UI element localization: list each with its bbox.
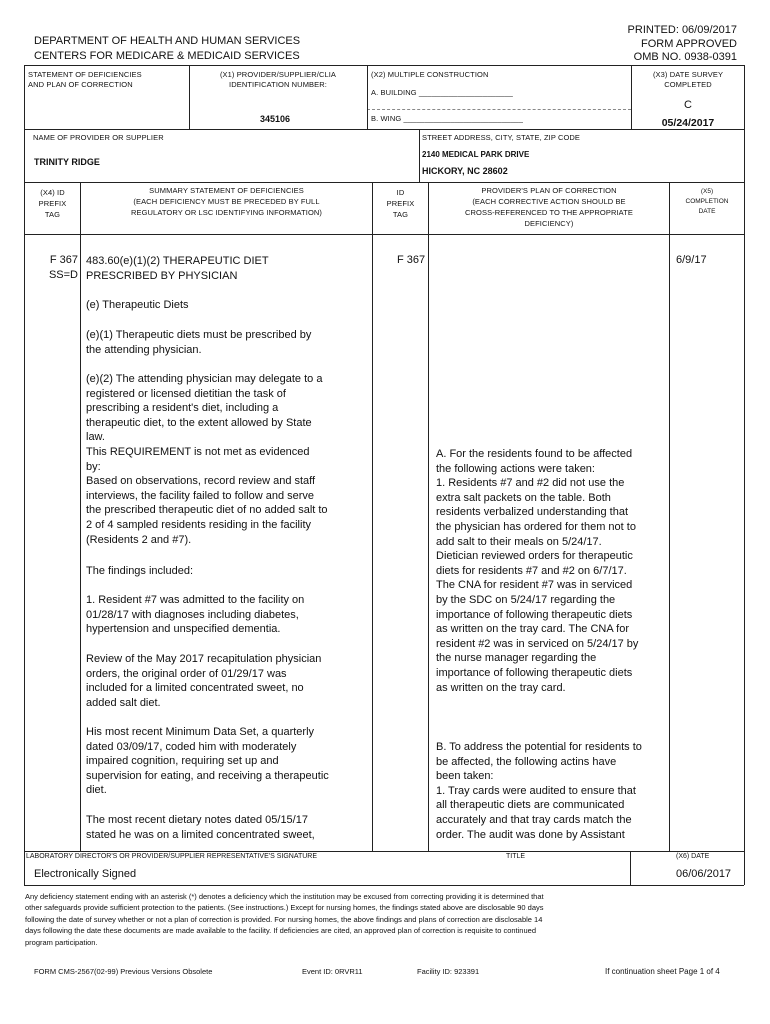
provider-name: TRINITY RIDGE [34, 157, 100, 167]
event-id: Event ID: 0RVR11 [302, 967, 363, 976]
plan-id-tag: F 367 [397, 254, 426, 266]
wing-field: B. WING ____________________________ [371, 114, 524, 123]
department-header [34, 34, 300, 64]
rule [24, 851, 744, 852]
summary-paragraph: (e) Therapeutic Diets [86, 299, 189, 311]
rule [24, 885, 744, 886]
plan-paragraph: B. To address the potential for residents to be affected, the following actins have been taken: 1. Tray cards were audited to ensure that all therapeutic diets are communicated accurately and that tray cards match the order. The audit was done by Assistant [436, 741, 642, 841]
survey-completed-label: (X3) DATE SURVEY COMPLETED [652, 70, 724, 89]
rule [428, 182, 429, 851]
department-name: DEPARTMENT OF HEALTH AND HUMAN SERVICES [34, 35, 301, 47]
address-label: STREET ADDRESS, CITY, STATE, ZIP CODE [422, 133, 581, 142]
rule [24, 65, 744, 66]
title-label: TITLE [506, 853, 526, 860]
multiple-construction-label: (X2) MULTIPLE CONSTRUCTION [371, 70, 489, 79]
rule [189, 65, 190, 129]
agency-name: CENTERS FOR MEDICARE & MEDICAID SERVICES [34, 50, 300, 62]
form-approved: FORM APPROVED [641, 37, 737, 50]
form-approval-block [628, 24, 737, 65]
signature-date-label: (X6) DATE [676, 853, 710, 860]
building-field: A. BUILDING ______________________ [371, 88, 513, 97]
plan-paragraph: A. For the residents found to be affected the following actions were taken: 1. Residents #7 and #2 did not use the extra salt packets on the table. Both residents verbalized understanding that the physician has ordered for them not to add salt to their meals on 5/24/17. Dietician reviewed orders for therapeutic diets for residents #7 and #2 on 6/7/17. The CNA for resident #7 was in serviced by the SDC on 5/24/17 regarding the importance of following therapeutic diets as written on the tray card. The CNA for resident #2 was in serviced on 5/24/17 by the nurse manager regarding the importance of following therapeutic diets as written on the tray card. [436, 448, 639, 694]
rule [80, 182, 81, 851]
summary-header: SUMMARY STATEMENT OF DEFICIENCIES (EACH DEFICIENCY MUST BE PRECEDED BY FULL REGULATORY OR LSC IDENTIFYING INFORMATION) [130, 186, 323, 217]
provider-name-label: NAME OF PROVIDER OR SUPPLIER [33, 133, 164, 142]
omb-number: OMB NO. 0938-0391 [633, 51, 737, 63]
disclaimer-text: Any deficiency statement ending with an asterisk (*) denotes a deficiency which the institution may be excused from correcting providing it is determined that other safeguards provide sufficient protection to the patients. (See instructions.) Except for nursing homes, the findings stated above are disclosable 90 days following the date of survey whether or not a plan of correction is provided. For nursing homes, the above findings and plans of correction are disclosable 14 days following the date these documents are made available to the facility. If deficiencies are cited, an approved plan of correction is requisite to continued program participation. [25, 892, 544, 947]
rule [744, 65, 745, 885]
summary-paragraph: The most recent dietary notes dated 05/15/17 stated he was on a limited concentrated sweet, [86, 814, 315, 841]
provider-id-number: 345106 [260, 114, 291, 124]
rule [372, 182, 373, 851]
deficiency-tag: F 367 [49, 254, 78, 266]
completion-header: (X5) COMPLETION DATE [685, 188, 729, 215]
summary-paragraph: 1. Resident #7 was admitted to the facility on 01/28/17 with diagnoses including diabetes, hypertension and unspecified dementia. [86, 594, 305, 636]
rule [419, 129, 420, 182]
signature-date: 06/06/2017 [676, 868, 732, 880]
form-number: FORM CMS-2567(02-99) Previous Versions Obsolete [34, 967, 213, 976]
rule [24, 129, 744, 130]
statement-label: STATEMENT OF DEFICIENCIES AND PLAN OF CORRECTION [28, 70, 142, 89]
summary-paragraph: The findings included: [86, 565, 194, 577]
page-indicator: If continuation sheet Page 1 of 4 [605, 967, 720, 976]
city-state-zip: HICKORY, NC 28602 [422, 166, 508, 176]
plan-header: PROVIDER'S PLAN OF CORRECTION (EACH CORRECTIVE ACTION SHOULD BE CROSS-REFERENCED TO THE APPROPRIATE DEFICIENCY) [465, 186, 633, 228]
rule [367, 109, 631, 110]
rule [24, 182, 744, 183]
survey-code: C [684, 99, 692, 111]
id-header: ID PREFIX TAG [386, 188, 415, 219]
signature-value: Electronically Signed [34, 868, 137, 880]
x4-header: (X4) ID PREFIX TAG [38, 188, 67, 219]
rule [669, 182, 670, 851]
deficiency-title: 483.60(e)(1)(2) THERAPEUTIC DIET PRESCRIBED BY PHYSICIAN [86, 255, 269, 282]
summary-paragraph: (e)(1) Therapeutic diets must be prescribed by the attending physician. [86, 329, 312, 356]
summary-paragraph: Review of the May 2017 recapitulation physician orders, the original order of 01/29/17 was included for a limited concentrated sweet, no added salt diet. [86, 653, 322, 709]
provider-id-label: (X1) PROVIDER/SUPPLIER/CLIA IDENTIFICATION NUMBER: [219, 70, 337, 89]
signature-label: LABORATORY DIRECTOR'S OR PROVIDER/SUPPLIER REPRESENTATIVE'S SIGNATURE [26, 853, 318, 860]
summary-paragraph: His most recent Minimum Data Set, a quarterly dated 03/09/17, coded him with moderately impaired cognition, requiring set up and supervision for eating, and receiving a therapeutic diet. [86, 726, 329, 797]
rule [24, 234, 744, 235]
scope-severity: SS=D [48, 269, 78, 281]
completion-date: 6/9/17 [676, 254, 707, 266]
printed-date: PRINTED: 06/09/2017 [627, 24, 737, 36]
rule [367, 65, 368, 129]
rule [630, 851, 631, 885]
facility-id: Facility ID: 923391 [417, 967, 480, 976]
street-address: 2140 MEDICAL PARK DRIVE [422, 150, 530, 159]
summary-paragraph: (e)(2) The attending physician may delegate to a registered or licensed dietitian the task of prescribing a resident's diet, including a therapeutic diet, to the extent allowed by State law. This REQUIREMENT is not met as evidenced by: Based on observations, record review and staff interviews, the facility failed to follow and serve the prescribed therapeutic diet of no added salt to 2 of 4 sampled residents residing in the facility (Residents 2 and #7). [86, 373, 328, 546]
survey-date: 05/24/2017 [661, 117, 715, 129]
